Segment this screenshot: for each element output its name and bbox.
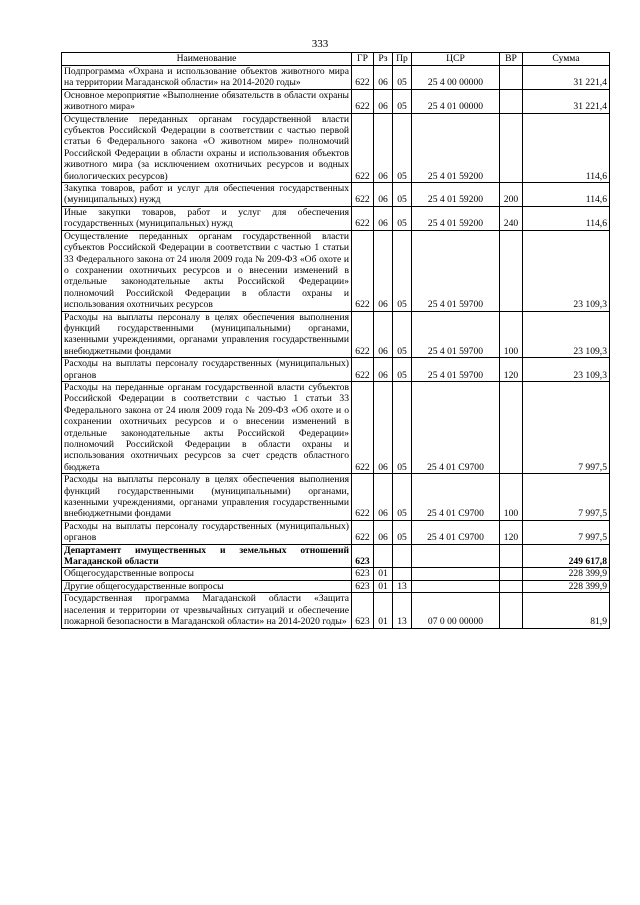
table-row: [62, 206, 610, 230]
name-cell: Государственная программа Магаданской области «Защита населения и территории от чрезвычайных ситуаций и обеспечение пожарной безопасности в Магаданской области» на 2014-2020 годы»: [62, 593, 352, 628]
csr-cell: 25 4 01 00000: [412, 89, 500, 113]
sum-cell: 7 997,5: [523, 520, 610, 544]
gr-cell: 622: [352, 113, 374, 182]
name-cell: Закупка товаров, работ и услуг для обеспечения государственных (муниципальных) нужд: [62, 183, 352, 207]
rz-cell: 06: [374, 381, 393, 473]
name-cell: Расходы на выплаты персоналу государственных (муниципальных) органов: [62, 358, 352, 382]
name-cell: Осуществление переданных органам государственной власти субъектов Российской Федерации в соответствии с частью первой статьи 6 Федерального закона «О животном мире» полномочий Российской Федерации в области охраны и использования объектов животного мира (за исключением охотничьих ресурсов и водных биологических ресурсов): [62, 113, 352, 182]
sum-cell: 228 399,9: [523, 580, 610, 592]
name-cell: Основное мероприятие «Выполнение обязательств в области охраны животного мира»: [62, 89, 352, 113]
rz-cell: 06: [374, 183, 393, 207]
sum-cell: 23 109,3: [523, 358, 610, 382]
name-cell: Расходы на выплаты персоналу в целях обеспечения выполнения функций государственными (муниципальными) органами, казенными учреждениями, органами управления государственными внебюджетными фондами: [62, 311, 352, 358]
name-cell: Расходы на переданные органам государственной власти субъектов Российской Федерации в соответствии с частью 1 статьи 33 Федерального закона от 24 июля 2009 года № 209-ФЗ «Об охоте и о сохранении охотничьих ресурсов и о внесении изменений в отдельные законодательные акты Российской Федерации» полномочий Российской Федерации в области охраны и использования охотничьих ресурсов за счет средств областного бюджета: [62, 381, 352, 473]
csr-cell: 25 4 01 59200: [412, 113, 500, 182]
csr-cell: 25 4 01 59200: [412, 206, 500, 230]
rz-cell: 06: [374, 358, 393, 382]
pr-cell: 05: [393, 474, 412, 521]
table-row: [62, 593, 610, 628]
gr-cell: 622: [352, 66, 374, 90]
sum-cell: 114,6: [523, 113, 610, 182]
rz-cell: 06: [374, 520, 393, 544]
gr-cell: 622: [352, 311, 374, 358]
vr-cell: 100: [500, 474, 523, 521]
sum-cell: 31 221,4: [523, 89, 610, 113]
budget-table: [61, 52, 610, 629]
table-row: [62, 230, 610, 311]
pr-cell: 05: [393, 230, 412, 311]
vr-cell: [500, 230, 523, 311]
header-sum: Сумма: [523, 53, 610, 66]
gr-cell: 622: [352, 206, 374, 230]
csr-cell: [412, 544, 500, 568]
csr-cell: 25 4 01 59700: [412, 311, 500, 358]
gr-cell: 623: [352, 580, 374, 592]
name-cell: Департамент имущественных и земельных отношений Магаданской области: [62, 544, 352, 568]
rz-cell: 01: [374, 593, 393, 628]
name-cell: Расходы на выплаты персоналу в целях обеспечения выполнения функций государственными (муниципальными) органами, казенными учреждениями, органами управления государственными внебюджетными фондами: [62, 474, 352, 521]
table-row: [62, 520, 610, 544]
csr-cell: 25 4 01 59700: [412, 358, 500, 382]
pr-cell: 05: [393, 381, 412, 473]
header-vr: ВР: [500, 53, 523, 66]
pr-cell: [393, 544, 412, 568]
table-header-row: [62, 53, 610, 66]
name-cell: Иные закупки товаров, работ и услуг для обеспечения государственных (муниципальных) нужд: [62, 206, 352, 230]
name-cell: Подпрограмма «Охрана и использование объектов животного мира на территории Магаданской области» на 2014-2020 годы»: [62, 66, 352, 90]
pr-cell: 05: [393, 89, 412, 113]
vr-cell: [500, 580, 523, 592]
sum-cell: 23 109,3: [523, 230, 610, 311]
gr-cell: 623: [352, 544, 374, 568]
vr-cell: 100: [500, 311, 523, 358]
pr-cell: 05: [393, 206, 412, 230]
csr-cell: 25 4 01 59700: [412, 230, 500, 311]
name-cell: Другие общегосударственные вопросы: [62, 580, 352, 592]
rz-cell: 06: [374, 89, 393, 113]
vr-cell: [500, 381, 523, 473]
vr-cell: [500, 113, 523, 182]
header-rz: Рз: [374, 53, 393, 66]
csr-cell: 25 4 01 С9700: [412, 381, 500, 473]
header-name: Наименование: [62, 53, 352, 66]
rz-cell: 06: [374, 206, 393, 230]
csr-cell: 25 4 01 С9700: [412, 520, 500, 544]
pr-cell: 05: [393, 358, 412, 382]
gr-cell: 622: [352, 474, 374, 521]
pr-cell: 05: [393, 66, 412, 90]
vr-cell: [500, 66, 523, 90]
vr-cell: 120: [500, 520, 523, 544]
table-row: [62, 89, 610, 113]
pr-cell: 13: [393, 593, 412, 628]
name-cell: Осуществление переданных органам государственной власти субъектов Российской Федерации в соответствии с частью 1 статьи 33 Федерального закона от 24 июля 2009 года № 209-ФЗ «Об охоте и о сохранении охотничьих ресурсов и о внесении изменений в отдельные законодательные акты Российской Федерации» полномочий Российской Федерации в области охраны и использования охотничьих ресурсов: [62, 230, 352, 311]
table-row: [62, 358, 610, 382]
csr-cell: 25 4 00 00000: [412, 66, 500, 90]
table-row: [62, 66, 610, 90]
pr-cell: 13: [393, 580, 412, 592]
sum-cell: 114,6: [523, 183, 610, 207]
gr-cell: 622: [352, 358, 374, 382]
vr-cell: 200: [500, 183, 523, 207]
csr-cell: 07 0 00 00000: [412, 593, 500, 628]
gr-cell: 622: [352, 89, 374, 113]
rz-cell: 06: [374, 66, 393, 90]
pr-cell: 05: [393, 183, 412, 207]
pr-cell: 05: [393, 311, 412, 358]
sum-cell: 7 997,5: [523, 474, 610, 521]
gr-cell: 622: [352, 520, 374, 544]
vr-cell: 120: [500, 358, 523, 382]
header-csr: ЦСР: [412, 53, 500, 66]
csr-cell: [412, 580, 500, 592]
rz-cell: [374, 544, 393, 568]
vr-cell: [500, 89, 523, 113]
gr-cell: 622: [352, 381, 374, 473]
table-row: [62, 568, 610, 580]
csr-cell: 25 4 01 59200: [412, 183, 500, 207]
rz-cell: 01: [374, 580, 393, 592]
table-row: [62, 113, 610, 182]
table-row: [62, 474, 610, 521]
table-row: [62, 381, 610, 473]
table-row: [62, 183, 610, 207]
vr-cell: 240: [500, 206, 523, 230]
sum-cell: 228 399,9: [523, 568, 610, 580]
csr-cell: [412, 568, 500, 580]
table-row: [62, 580, 610, 592]
vr-cell: [500, 544, 523, 568]
sum-cell: 31 221,4: [523, 66, 610, 90]
rz-cell: 01: [374, 568, 393, 580]
gr-cell: 622: [352, 183, 374, 207]
rz-cell: 06: [374, 311, 393, 358]
sum-cell: 114,6: [523, 206, 610, 230]
gr-cell: 623: [352, 568, 374, 580]
vr-cell: [500, 568, 523, 580]
rz-cell: 06: [374, 113, 393, 182]
name-cell: Расходы на выплаты персоналу государственных (муниципальных) органов: [62, 520, 352, 544]
page-number: 333: [311, 38, 329, 50]
table-row: [62, 544, 610, 568]
rz-cell: 06: [374, 230, 393, 311]
csr-cell: 25 4 01 С9700: [412, 474, 500, 521]
header-pr: Пр: [393, 53, 412, 66]
gr-cell: 622: [352, 230, 374, 311]
name-cell: Общегосударственные вопросы: [62, 568, 352, 580]
sum-cell: 81,9: [523, 593, 610, 628]
pr-cell: 05: [393, 520, 412, 544]
header-gr: ГР: [352, 53, 374, 66]
sum-cell: 23 109,3: [523, 311, 610, 358]
vr-cell: [500, 593, 523, 628]
sum-cell: 7 997,5: [523, 381, 610, 473]
sum-cell: 249 617,8: [523, 544, 610, 568]
pr-cell: 05: [393, 113, 412, 182]
gr-cell: 623: [352, 593, 374, 628]
pr-cell: [393, 568, 412, 580]
table-row: [62, 311, 610, 358]
rz-cell: 06: [374, 474, 393, 521]
